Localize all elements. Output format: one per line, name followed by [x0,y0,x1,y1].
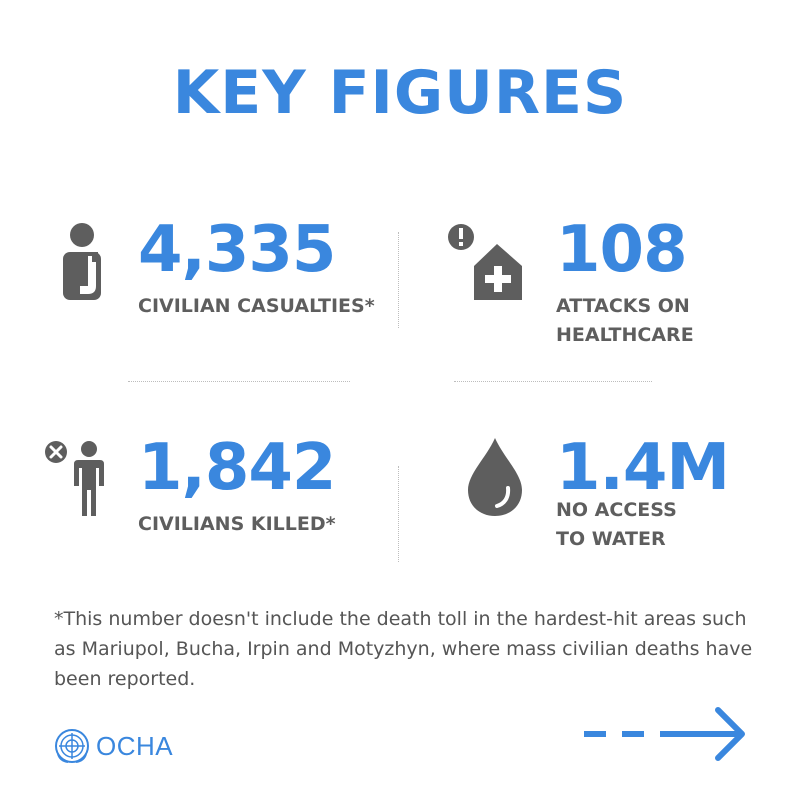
person-killed-icon [44,440,114,520]
water-number: 1.4M [556,431,730,505]
ocha-logo-text: OCHA [96,730,174,761]
healthcare-attacks-number: 108 [556,213,687,287]
water-drop-icon [464,436,526,518]
footnote-line: as Mariupol, Bucha, Irpin and Motyzhyn, where mass civilian deaths have [54,638,753,660]
healthcare-attacks-label-line1: ATTACKS ON [556,295,690,317]
footnote-line: *This number doesn't include the death toll in the hardest-hit areas such [54,608,747,630]
vertical-divider-bottom [398,466,399,562]
horizontal-divider-right [454,381,652,382]
casualties-label: CIVILIAN CASUALTIES* [138,295,375,317]
healthcare-attack-icon [446,222,528,304]
horizontal-divider-left [128,381,350,382]
healthcare-attacks-label-line2: HEALTHCARE [556,324,694,346]
injured-person-icon [58,222,114,302]
footnote [54,604,754,694]
next-arrow-icon[interactable] [580,706,752,762]
water-label-line2: TO WATER [556,528,666,550]
un-emblem-icon [54,728,90,764]
casualties-number: 4,335 [138,213,336,287]
ocha-logo [54,728,173,764]
vertical-divider-top [398,232,399,328]
water-label-line1: NO ACCESS [556,499,677,521]
footnote-line: been reported. [54,668,196,690]
killed-number: 1,842 [138,431,336,505]
killed-label: CIVILIANS KILLED* [138,513,336,535]
page-title: KEY FIGURES [172,58,628,128]
